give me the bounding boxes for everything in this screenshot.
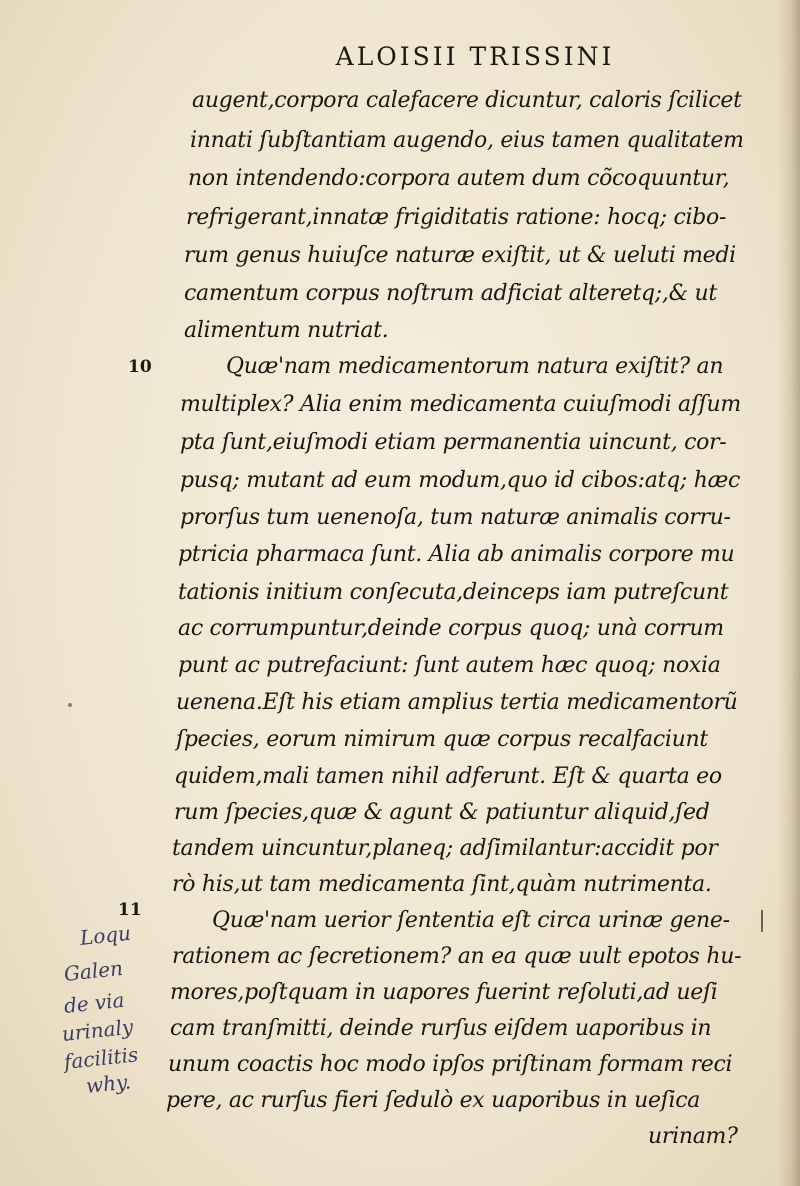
ink-speck bbox=[68, 703, 72, 707]
text-line: pusq; mutant ad eum modum,quo id cibos:atq; hæc bbox=[180, 468, 740, 493]
text-line: innati ſubſtantiam augendo, eius tamen qualitatem bbox=[190, 128, 744, 153]
text-line: unum coactis hoc modo ipſos priſtinam formam reci bbox=[168, 1052, 733, 1077]
marginal-note: why. bbox=[84, 1069, 133, 1098]
text-line: punt ac putrefaciunt: ſunt autem hæc quoq; noxia bbox=[178, 653, 721, 678]
text-line: refrigerant,innatæ frigiditatis ratione: hocq; cibo- bbox=[186, 205, 727, 230]
text-line: urinam? bbox=[648, 1124, 738, 1149]
marginal-note: urinaly bbox=[60, 1014, 135, 1046]
marginal-note: Galen bbox=[62, 955, 124, 986]
text-line: alimentum nutriat. bbox=[184, 318, 389, 343]
text-line: pta ſunt,eiuſmodi etiam permanentia uincunt, cor- bbox=[180, 430, 727, 455]
text-line: Quæ'nam uerior ſententia eſt circa urinæ gene- bbox=[212, 908, 730, 933]
text-line: tationis initium conſecuta,deinceps iam putreſcunt bbox=[178, 580, 729, 605]
text-line: rationem ac ſecretionem? an ea quæ uult epotos hu- bbox=[172, 944, 742, 969]
marginal-note: facilitis bbox=[62, 1042, 140, 1074]
text-line: camentum corpus noſtrum adficiat alteretq;,& ut bbox=[184, 281, 717, 306]
text-line: cam tranſmitti, deinde rurſus eiſdem uaporibus in bbox=[170, 1016, 712, 1041]
text-line: uenena.Eſt his etiam amplius tertia medicamentorũ bbox=[176, 690, 738, 715]
section-number: 11 bbox=[118, 900, 142, 920]
text-line: augent,corpora calefacere dicuntur, caloris ſcilicet bbox=[192, 88, 742, 113]
text-line: prorſus tum uenenoſa, tum naturæ animalis corru- bbox=[180, 505, 731, 530]
text-line: rum genus huiuſce naturæ exiſtit, ut & ueluti medi bbox=[184, 243, 736, 268]
text-line: ac corrumpuntur,deinde corpus quoq; unà corrum bbox=[178, 616, 724, 641]
text-line: Quæ'nam medicamentorum natura exiſtit? an bbox=[226, 354, 724, 379]
text-line: non intendendo:corpora autem dum cõcoquuntur, bbox=[188, 166, 730, 191]
section-number: 10 bbox=[128, 357, 152, 377]
marginal-note: Loqu bbox=[78, 920, 132, 950]
marginal-note: de via bbox=[62, 987, 126, 1018]
text-line: rò his,ut tam medicamenta ſint,quàm nutrimenta. bbox=[172, 872, 712, 897]
running-head: ALOISII TRISSINI bbox=[335, 42, 615, 71]
text-line: ſpecies, eorum nimirum quæ corpus recalfaciunt bbox=[176, 727, 708, 752]
text-line: ptricia pharmaca ſunt. Alia ab animalis corpore mu bbox=[178, 542, 735, 567]
page-edge-shadow bbox=[778, 0, 800, 1186]
text-line: tandem uincuntur,planeq; adſimilantur:accidit por bbox=[172, 836, 718, 861]
text-line: pere, ac rurſus fieri ſedulò ex uaporibus in ueſica bbox=[166, 1088, 701, 1113]
text-line: multiplex? Alia enim medicamenta cuiuſmodi aſſum bbox=[180, 392, 741, 417]
text-line: rum ſpecies,quæ & agunt & patiuntur aliquid,ſed bbox=[174, 800, 710, 825]
margin-mark bbox=[761, 910, 763, 932]
text-line: quidem,mali tamen nihil adferunt. Eſt & quarta eo bbox=[174, 764, 722, 789]
text-line: mores,poſtquam in uapores fuerint reſoluti,ad ueſi bbox=[170, 980, 718, 1005]
